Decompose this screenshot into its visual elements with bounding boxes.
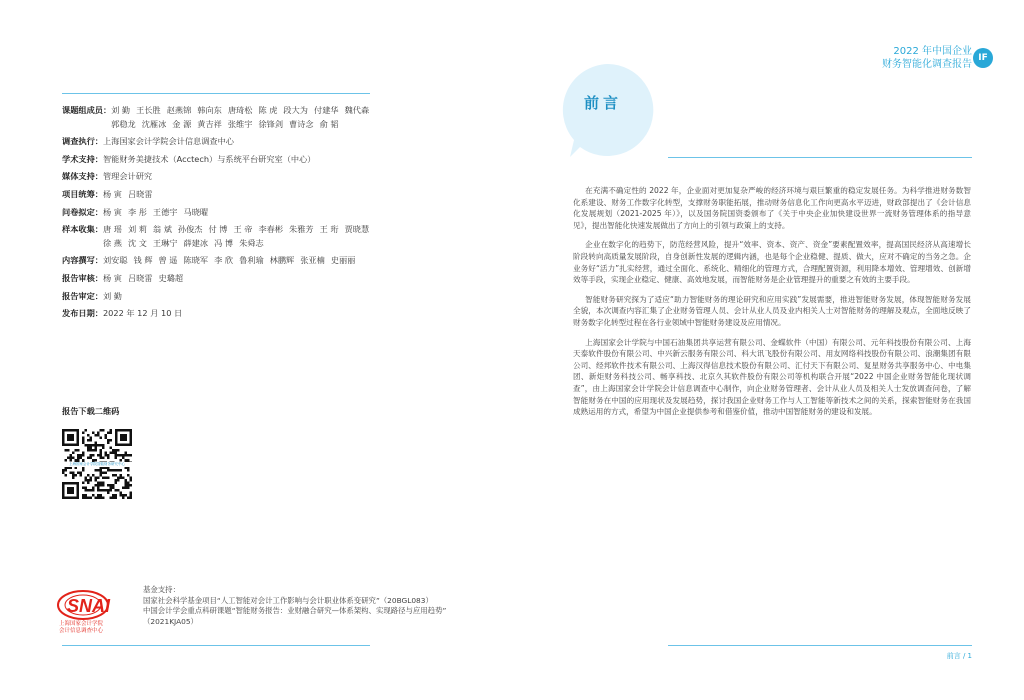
credit-label: 内容撰写： <box>62 255 103 266</box>
credit-label: 课题组成员： <box>62 105 112 115</box>
credit-name: 王 珩 <box>319 224 339 235</box>
credit-label: 发布日期： <box>62 308 103 319</box>
credit-name: 徐 燕 <box>102 237 122 248</box>
credit-name: 唐 瑶 <box>102 224 122 235</box>
left-top-rule <box>62 93 370 94</box>
preface-paragraph: 在充满不确定性的 2022 年，企业面对更加复杂严峻的经济环境与艰巨繁重的稳定发展任务。为科学推进财务数智化系建设、财务工作数字化转型，支撑财务职能拓展，推动财务信息化工作向更高水平迈进，财政部提出了《会计信息化发展规划（2021-2025 年）》，以及国务院国资委颁布了《关于中央企业加快建设世界一流财务管理体系的指导意见》，提出智能化快速发展做出了方向上的引领与政策上的支持。 <box>573 186 971 230</box>
credit-name: 段大为 <box>283 105 308 115</box>
right-bottom-rule <box>668 645 972 646</box>
credit-label: 媒体支持： <box>62 171 103 182</box>
credit-row <box>62 188 382 202</box>
preface-body <box>573 185 971 426</box>
credit-name: 史丽丽 <box>330 255 356 266</box>
funding-line: 基金支持： <box>143 585 180 594</box>
credit-name: 冯 博 <box>214 237 234 248</box>
credit-name: 唐琦松 <box>227 105 253 115</box>
credit-name: 韩向东 <box>197 105 222 115</box>
credit-names <box>103 170 158 184</box>
credit-label: 问卷拟定： <box>62 206 103 217</box>
credit-name: 史璐超 <box>158 272 184 283</box>
credits-list <box>62 104 382 325</box>
credit-row <box>62 223 382 250</box>
credit-label: 调查执行： <box>62 136 103 147</box>
credit-row <box>62 307 382 321</box>
credit-name: 徐锋剑 <box>258 118 284 129</box>
credit-name: 曾 遥 <box>158 255 178 266</box>
left-bottom-rule <box>62 645 370 646</box>
credit-row <box>62 153 382 167</box>
credit-name: 金 源 <box>172 118 192 129</box>
credit-name: 杨 寅 <box>102 206 122 217</box>
header-badge: IF <box>973 48 993 68</box>
credit-name: 薛建冰 <box>183 237 209 248</box>
credit-names <box>103 135 240 149</box>
credit-name: 王德宇 <box>152 206 178 217</box>
credit-name: 吕晓雷 <box>127 272 153 283</box>
funding-info <box>143 585 473 627</box>
credit-name: 郭稳龙 <box>111 118 136 129</box>
credit-row <box>62 254 382 268</box>
credit-name: 赵燕锦 <box>166 105 192 115</box>
logo-text: SNAI <box>67 596 111 616</box>
credit-label: 报告审定： <box>62 290 103 301</box>
credit-name: 刘安聪 <box>102 255 128 266</box>
credit-name: 李 彤 <box>127 206 147 217</box>
credit-names <box>103 272 189 286</box>
credit-name: 钱 辉 <box>133 255 153 266</box>
preface-paragraph: 企业在数字化的趋势下，防范经营风险，提升“效率、资本、资产、资金”要素配置效率，提高国民经济从高速增长阶段转向高质量发展阶段，自身创新性发展的逻辑内涵，也是每个企业稳健、提质、做大，应对不确定的当务之急。企业务好“活力”扎实经营，通过全面化、系统化、精细化的管理方式，合理配置资源，利用降本增效、管理增效、创新增效等手段，实现企业稳定、健康、高效地发展，而智能财务是企业管理提升的重要之有效的主要手段。 <box>573 240 971 285</box>
preface-title: 前言 <box>584 94 623 112</box>
credit-name: 朱雅芳 <box>289 224 314 235</box>
credit-name: 2022 年 12 月 10 日 <box>102 308 183 319</box>
credit-label: 样本收集： <box>62 224 103 235</box>
snai-logo <box>55 585 135 635</box>
credit-name: 刘 勤 <box>102 290 122 301</box>
credit-names <box>103 188 159 202</box>
qr-caption: 上海国家会计学院智能财务研究中心 <box>62 462 132 467</box>
credit-label: 学术支持： <box>62 153 103 164</box>
credit-row <box>62 135 382 149</box>
credit-row <box>62 290 382 304</box>
preface-paragraph: 智能财务研究探为了适应“助力智能财务的理论研究和应用实践”发展需要，推进智能财务发展，体现智能财务发展全貌，本次调查内容汇集了企业财务管理人员、会计从业人员及业内相关人士对智能财务的理解及观点，全面地反映了财务数字化转型过程在各行业领域中智能财务建设及应用情况。 <box>573 294 971 327</box>
credit-label: 项目统筹： <box>62 188 103 199</box>
credit-name: 王 帝 <box>233 224 253 235</box>
credit-row <box>62 170 382 184</box>
credit-name: 王琳宁 <box>152 237 178 248</box>
page-footer: 前言 / 1 <box>946 652 972 660</box>
credit-names <box>103 254 361 268</box>
credit-name: 马晓曜 <box>183 206 209 217</box>
funding-line: 中国会计学会重点科研课题“智能财务报告：业财融合研究—体系架构、实现路径与应用趋势” <box>143 606 447 615</box>
logo-sub1: 上海国家会计学院 <box>59 621 104 627</box>
credit-name: 林鹏辉 <box>269 255 295 266</box>
credit-name: 沈雁冰 <box>141 118 167 129</box>
credit-name: 魏代森 <box>344 105 370 115</box>
credit-name: 刘 勤 <box>111 105 131 115</box>
credit-name: 俞 韬 <box>319 118 339 129</box>
credit-name: 张维宇 <box>227 118 253 129</box>
credit-label: 报告审核： <box>62 272 103 283</box>
credit-name: 曹诗念 <box>289 118 314 129</box>
credit-names <box>103 307 188 321</box>
credit-name: 李春彬 <box>258 224 284 235</box>
credit-name: 杨 寅 <box>102 188 122 199</box>
credit-name: 孙俊杰 <box>177 224 203 235</box>
credit-name: 智能财务美捷技术（Acctech）与系统平台研究室（中心） <box>102 153 316 164</box>
credit-name: 黄吉祥 <box>197 118 222 129</box>
credit-row <box>62 272 382 286</box>
credit-row <box>62 206 382 220</box>
report-header <box>882 45 972 71</box>
funding-line: 国家社会科学基金项目“人工智能对会计工作影响与会计职业体系变研究”（20BGL083） <box>143 595 433 605</box>
credit-names <box>103 223 382 250</box>
credit-names <box>111 104 382 131</box>
credit-name: 陈晓军 <box>183 255 209 266</box>
qr-title: 报告下载二维码 <box>62 406 120 416</box>
credit-name: 吕晓雷 <box>127 188 153 199</box>
credit-name: 贾晓慧 <box>344 224 370 235</box>
logo-sub2: 会计信息调查中心 <box>59 628 104 634</box>
credit-name: 管理会计研究 <box>102 171 153 182</box>
credit-names <box>103 153 322 167</box>
credit-name: 杨 寅 <box>102 272 122 283</box>
credit-name: 翁 斌 <box>152 224 172 235</box>
credit-row <box>62 104 382 131</box>
credit-names <box>103 206 214 220</box>
report-header-line1: 2022 年中国企业 <box>893 46 972 57</box>
credit-name: 朱舜志 <box>239 237 264 248</box>
credit-name: 鲁利瑜 <box>239 255 264 266</box>
credit-name: 张亚楠 <box>300 255 325 266</box>
credit-name: 王长胜 <box>136 105 161 115</box>
credit-name: 刘 莉 <box>127 224 147 235</box>
credit-name: 上海国家会计学院会计信息调查中心 <box>102 136 234 147</box>
preface-paragraph: 上海国家会计学院与中国石油集团共享运营有限公司、金蝶软件（中国）有限公司、元年科技股份有限公司、上海天泰软件股份有限公司、中兴新云服务有限公司、科大讯飞股份有限公司、用友网络科技股份有限公司、浪潮集团有限公司、经邦软件技术有限公司、上海汉得信息技术股份有限公司、汇付天下有限公司、复星财务共享服务中心、中电集团、新炬财务科技公司、畅享科技、北京久其软件股份有限公司等机构联合开展“2022 中国企业财务智能化现状调查”，由上海国家会计学院会计信息调查中心制作，向企业财务管理者、会计从业人员及相关人士发放调查问卷，了解智能财务在中国的应用现状及发展趋势，探讨我国企业财务工作与人工智能等新技术之间的关系，探索智能财务在我国成熟运用的方式，希望为中国企业提供参考和借鉴价值，推动中国智能财务的建设和发展。 <box>573 337 971 417</box>
credit-name: 付 博 <box>208 224 228 235</box>
report-header-line2: 财务智能化调查报告 <box>882 59 972 70</box>
credit-name: 付建华 <box>314 105 339 115</box>
right-top-rule <box>668 157 972 158</box>
credit-names <box>103 290 128 304</box>
credit-name: 沈 文 <box>127 237 147 248</box>
credit-name: 陈 虎 <box>258 105 278 115</box>
credit-name: 李 欣 <box>214 255 234 266</box>
funding-line: （2021KJA05） <box>143 616 198 626</box>
